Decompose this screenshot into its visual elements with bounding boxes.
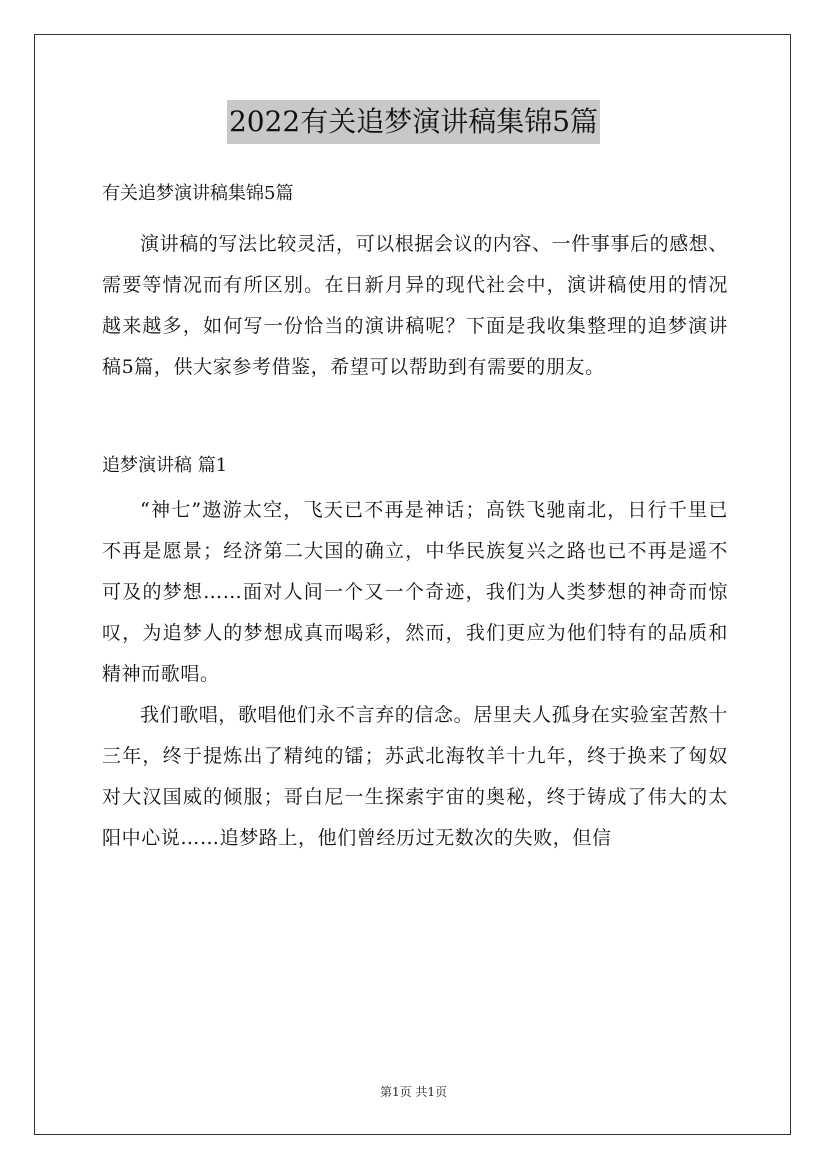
section-heading: 追梦演讲稿 篇1 <box>102 455 228 476</box>
document-title: 2022有关追梦演讲稿集锦5篇 <box>227 100 600 144</box>
body-paragraph: “神七”遨游太空，飞天已不再是神话；高铁飞驰南北，日行千里已不再是愿景；经济第二大国的确立，中华民族复兴之路也已不再是遥不可及的梦想……面对人间一个又一个奇迹，我们为人类梦想的神奇而惊叹，为追梦人的梦想成真而喝彩，然而，我们更应为他们特有的品质和精神而歌唱。 <box>102 499 728 685</box>
spacer <box>102 212 728 224</box>
document-body <box>102 176 728 859</box>
spacer <box>102 388 728 448</box>
document-subtitle: 有关追梦演讲稿集锦5篇 <box>102 183 294 204</box>
title-container <box>0 100 827 144</box>
page-number-footer: 第1页 共1页 <box>379 1085 448 1099</box>
intro-paragraph: 演讲稿的写法比较灵活，可以根据会议的内容、一件事事后的感想、需要等情况而有所区别。在日新月异的现代社会中，演讲稿使用的情况越来越多，如何写一份恰当的演讲稿呢？下面是我收集整理的追梦演讲稿5篇，供大家参考借鉴，希望可以帮助到有需要的朋友。 <box>102 233 729 378</box>
body-paragraph: 我们歌唱，歌唱他们永不言弃的信念。居里夫人孤身在实验室苦熬十三年，终于提炼出了精纯的镭；苏武北海牧羊十九年，终于换来了匈奴对大汉国威的倾服；哥白尼一生探索宇宙的奥秘，终于铸成了伟大的太阳中心说……追梦路上，他们曾经历过无数次的失败，但信 <box>102 704 729 849</box>
